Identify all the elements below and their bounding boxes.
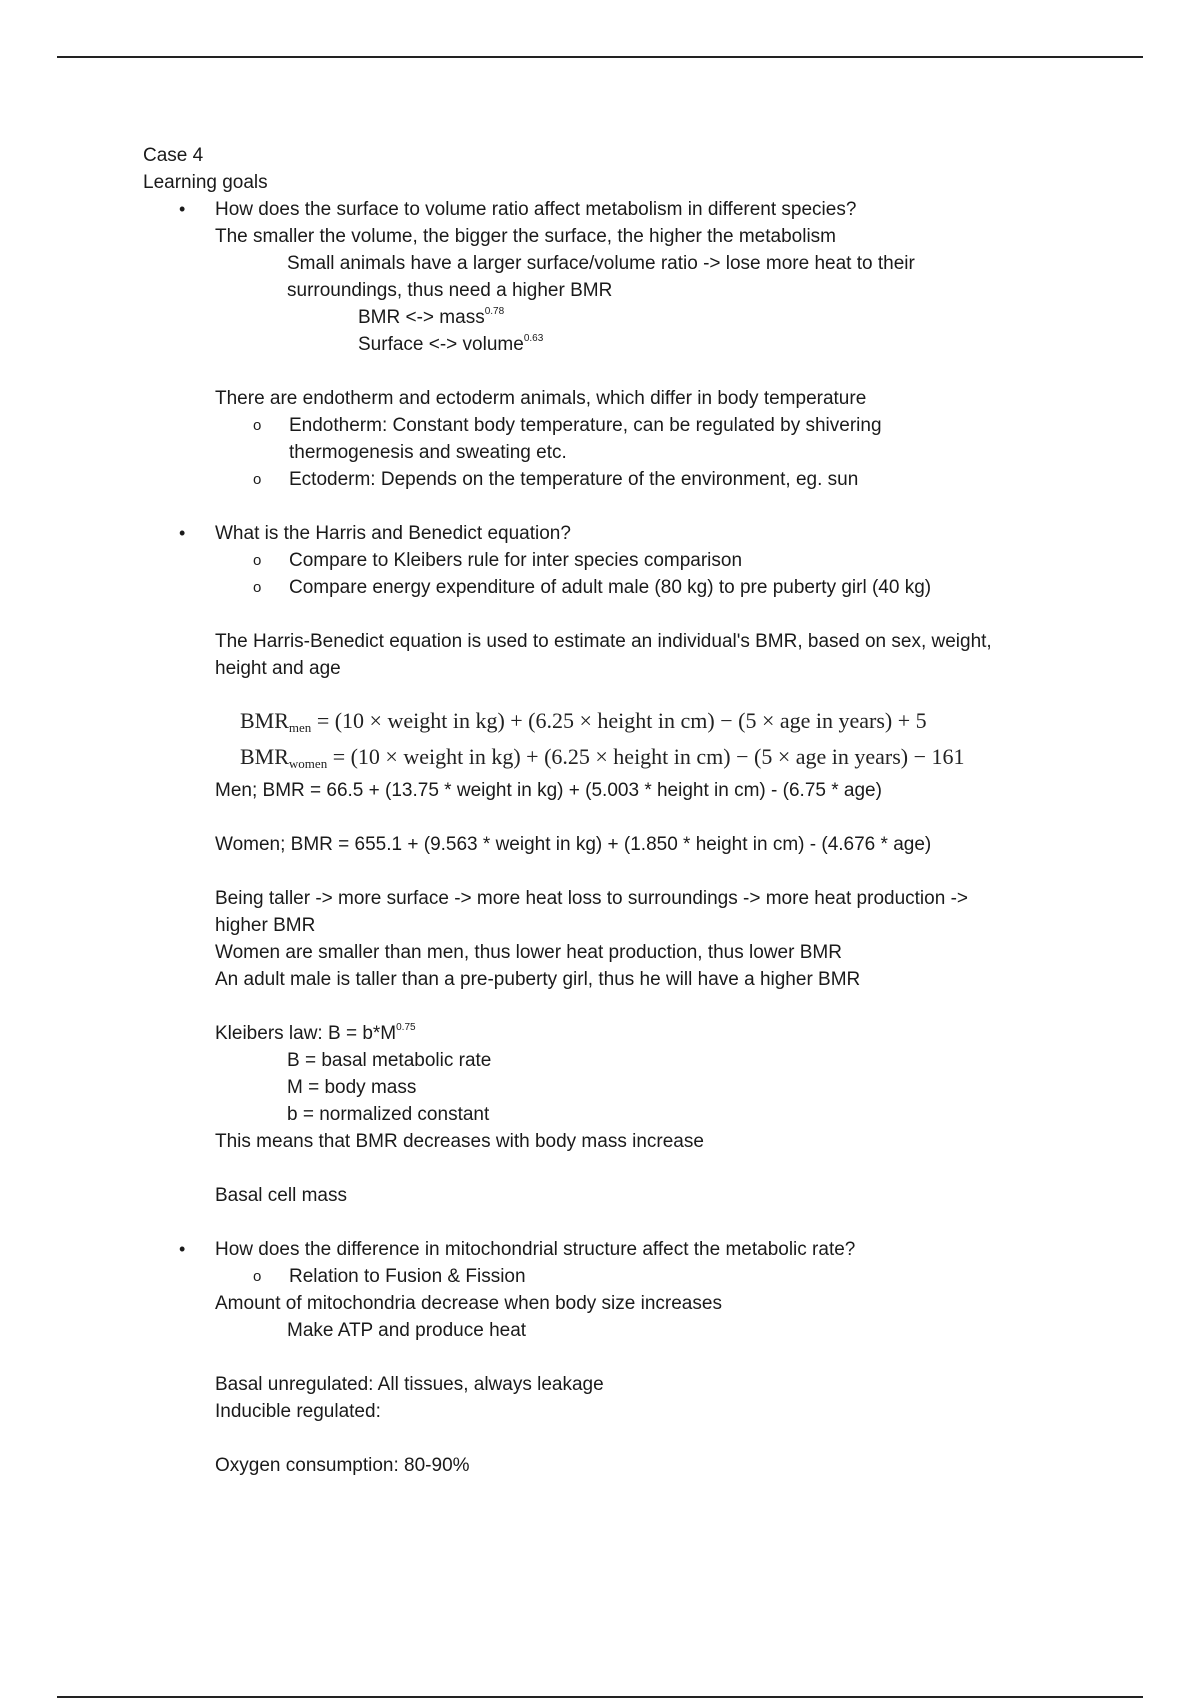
- bmr-mass-relation: [143, 304, 1063, 331]
- question-1: [143, 196, 1063, 223]
- basal-cell-mass: Basal cell mass: [215, 1185, 347, 1206]
- circle-marker: o: [253, 552, 262, 569]
- equation-women: [143, 739, 1063, 775]
- surface-volume-relation: [143, 331, 1063, 358]
- equation-men-rhs: = (10 × weight in kg) + (6.25 × height in cm) − (5 × age in years) + 5: [316, 708, 927, 733]
- kleiber-b-definition: B = basal metabolic rate: [287, 1050, 492, 1071]
- doc-title: Case 4: [143, 145, 204, 166]
- bmr-mass-text: BMR <-> mass: [358, 307, 485, 328]
- basal-unregulated: Basal unregulated: All tissues, always leakage: [215, 1374, 604, 1395]
- question-1-text: How does the surface to volume ratio affect metabolism in different species?: [215, 199, 857, 220]
- bullet-marker: •: [179, 523, 186, 543]
- men-bmr-formula: Men; BMR = 66.5 + (13.75 * weight in kg) + (5.003 * height in cm) - (6.75 * age): [215, 780, 882, 801]
- doc-subtitle: Learning goals: [143, 172, 268, 193]
- mito-amount: Amount of mitochondria decrease when body size increases: [215, 1293, 722, 1314]
- endo-intro: There are endotherm and ectoderm animals, which differ in body temperature: [215, 388, 867, 409]
- kleibers-law: [143, 1020, 1063, 1047]
- bmr-mass-exponent: 0.78: [484, 306, 505, 317]
- equation-women-rhs: = (10 × weight in kg) + (6.25 × height in cm) − (5 × age in years) − 161: [332, 744, 965, 769]
- document-body: [143, 142, 1063, 1479]
- adult-male: An adult male is taller than a pre-puberty girl, thus he will have a higher BMR: [215, 969, 861, 990]
- kleiber-meaning: This means that BMR decreases with body mass increase: [215, 1131, 704, 1152]
- equation-women-subscript: women: [288, 756, 328, 771]
- q2-sub-2: [143, 574, 1063, 601]
- mito-atp: Make ATP and produce heat: [287, 1320, 527, 1341]
- equation-men-label: BMR: [240, 708, 289, 733]
- bullet-marker: •: [179, 1239, 186, 1259]
- surface-volume-exponent: 0.63: [523, 333, 544, 344]
- circle-marker: o: [253, 1268, 262, 1285]
- question-3: [143, 1236, 1063, 1263]
- circle-marker: o: [253, 579, 262, 596]
- q2-sub-1-text: Compare to Kleibers rule for inter species comparison: [289, 550, 743, 571]
- equation-men: [143, 703, 1063, 739]
- inducible-regulated: Inducible regulated:: [215, 1401, 381, 1422]
- kleibers-law-exponent: 0.75: [396, 1022, 416, 1033]
- bullet-marker: •: [179, 199, 186, 219]
- q3-sub-1: [143, 1263, 1063, 1290]
- endotherm-item: [143, 412, 1063, 439]
- equation-women-label: BMR: [240, 744, 289, 769]
- top-rule: [57, 56, 1143, 58]
- endotherm-text: Endotherm: Constant body temperature, can be regulated by shivering: [289, 415, 882, 436]
- kleiber-constant-definition: b = normalized constant: [287, 1104, 490, 1125]
- hb-description-1: The Harris-Benedict equation is used to estimate an individual's BMR, based on sex, weight,: [215, 631, 992, 652]
- women-smaller: Women are smaller than men, thus lower heat production, thus lower BMR: [215, 942, 842, 963]
- women-bmr-formula: Women; BMR = 655.1 + (9.563 * weight in kg) + (1.850 * height in cm) - (4.676 * age): [215, 834, 932, 855]
- oxygen-consumption: Oxygen consumption: 80-90%: [215, 1455, 470, 1476]
- hb-equation-block: [143, 703, 1063, 775]
- kleiber-m-definition: M = body mass: [287, 1077, 417, 1098]
- q2-sub-1: [143, 547, 1063, 574]
- bottom-rule: [57, 1696, 1143, 1698]
- q2-sub-2-text: Compare energy expenditure of adult male (80 kg) to pre puberty girl (40 kg): [289, 577, 932, 598]
- question-2: [143, 520, 1063, 547]
- taller-line-1: Being taller -> more surface -> more heat loss to surroundings -> more heat production ->: [215, 888, 968, 909]
- surface-volume-text: Surface <-> volume: [358, 334, 524, 355]
- circle-marker: o: [253, 417, 262, 434]
- equation-men-subscript: men: [288, 720, 312, 735]
- q1-detail-1: Small animals have a larger surface/volume ratio -> lose more heat to their: [287, 253, 915, 274]
- circle-marker: o: [253, 471, 262, 488]
- endotherm-continued: thermogenesis and sweating etc.: [289, 442, 567, 463]
- taller-line-2: higher BMR: [215, 915, 316, 936]
- q1-detail-2: surroundings, thus need a higher BMR: [287, 280, 613, 301]
- hb-description-2: height and age: [215, 658, 341, 679]
- ectoderm-item: [143, 466, 1063, 493]
- kleibers-law-text: Kleibers law: B = b*M: [215, 1023, 397, 1044]
- question-3-text: How does the difference in mitochondrial structure affect the metabolic rate?: [215, 1239, 856, 1260]
- ectoderm-text: Ectoderm: Depends on the temperature of the environment, eg. sun: [289, 469, 859, 490]
- question-2-text: What is the Harris and Benedict equation?: [215, 523, 571, 544]
- q3-sub-1-text: Relation to Fusion & Fission: [289, 1266, 526, 1287]
- q1-answer: The smaller the volume, the bigger the surface, the higher the metabolism: [215, 226, 836, 247]
